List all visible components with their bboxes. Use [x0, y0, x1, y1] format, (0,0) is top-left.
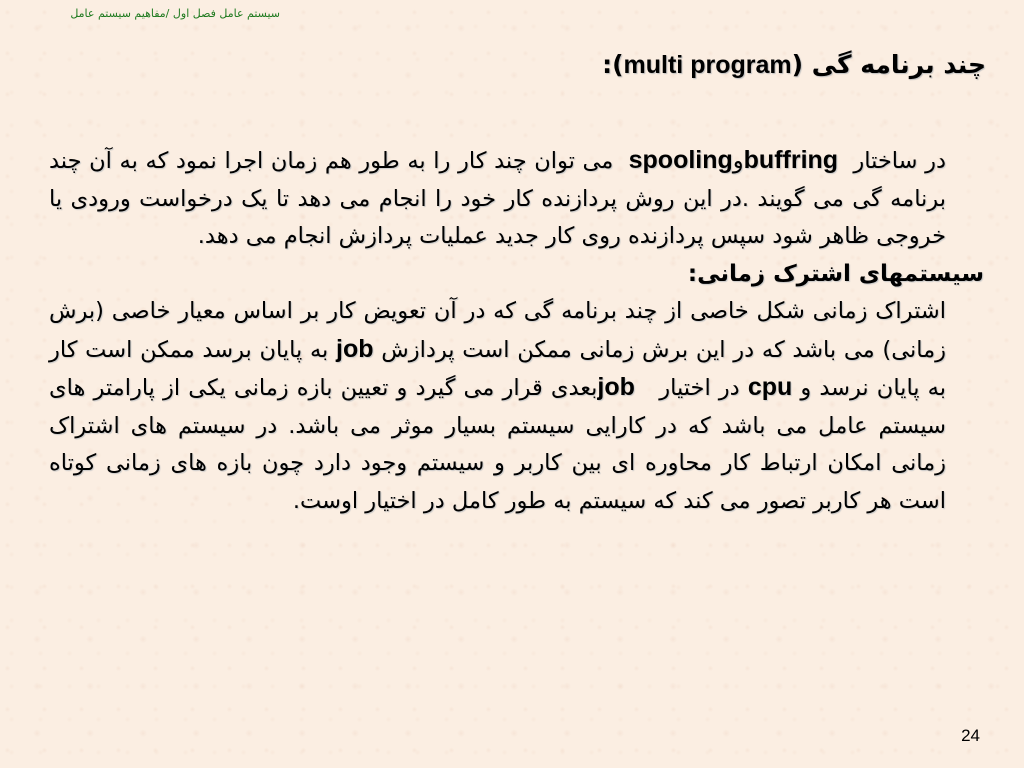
p1-text-start: در ساختار: [853, 148, 946, 174]
paragraph-time-sharing: [49, 293, 984, 520]
slide-title: [86, 50, 986, 80]
term-job-2: job: [597, 373, 635, 401]
page-number: 24: [961, 726, 980, 745]
term-job-1: job: [336, 334, 374, 363]
p2-text-mid: به پایان برسد ممکن است کار به پایان نرسد و: [49, 336, 946, 401]
title-latin-term: multi program: [623, 51, 792, 79]
section-heading-time-sharing: سیستمهای اشترک زمانی:: [687, 260, 984, 287]
breadcrumb: سیستم عامل فصل اول /مفاهیم سیستم عامل: [70, 7, 280, 20]
term-spooling: spooling: [628, 146, 733, 174]
body-text: [49, 142, 984, 520]
title-prefix: چند برنامه گی (: [791, 50, 986, 79]
p2-text-mid2: در اختیار: [659, 375, 740, 401]
p2-text-rest: بعدی قرار می گیرد و تعیین بازه زمانی یکی از پارامتر های سیستم عامل می باشد که در کارایی سیستم بسیار موثر می باشد. در سیستم های اشتراک زمانی امکان ارتباط کار محاوره ای بین کاربر و سیستم وجود دارد چون بازه های زمانی کوتاه است هر کاربر تصور می کند که سیستم به طور کامل در اختیار اوست.: [49, 375, 946, 514]
title-suffix: ):: [602, 50, 624, 79]
term-cpu: cpu: [747, 373, 793, 401]
p1-and: و: [732, 148, 744, 174]
p1-text-rest: می توان چند کار را به طور هم زمان اجرا نمود که به آن چند برنامه گی می گویند .در این روش پردازنده کار خود را انجام می دهد تا یک درخواست ورودی یا خروجی ظاهر شود سپس پردازنده روی کار جدید عملیات پردازش انجام می دهد.: [49, 148, 946, 249]
paragraph-multiprogramming: [49, 142, 984, 256]
term-buffering: buffring: [743, 146, 839, 174]
p2-text-start: اشتراک زمانی شکل خاصی از چند برنامه گی که در آن تعویض کار بر اساس معیار خاصی (برش زمانی) می باشد که در این برش زمانی ممکن است پردازش: [49, 298, 946, 363]
